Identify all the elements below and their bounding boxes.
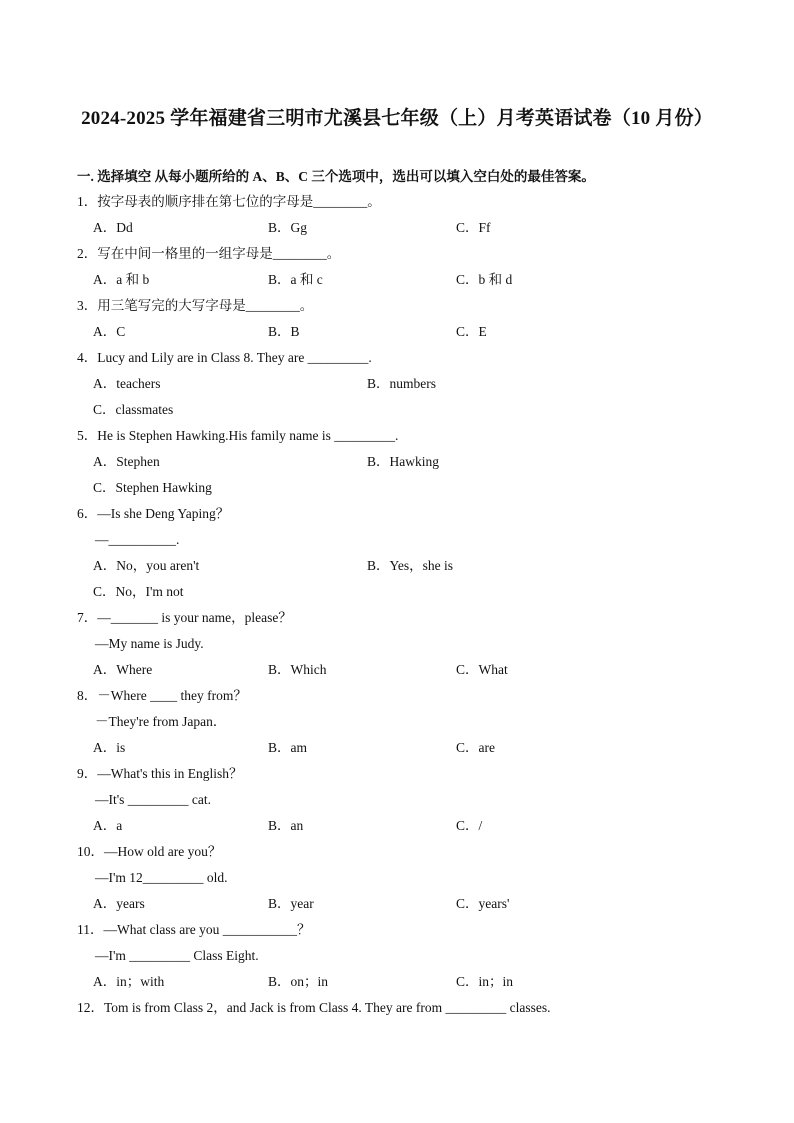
option[interactable]: B．Hawking [367,454,439,469]
option-row [75,579,775,605]
question-stem: 6．—Is she Deng Yaping？ [77,506,230,521]
question-item [75,189,775,241]
option[interactable]: B．B [268,324,300,339]
question-stem: 12．Tom is from Class 2，and Jack is from Class 4. They are from _________ classes. [77,1000,551,1015]
question-item [75,423,775,501]
question-dialogue-line: —I'm _________ Class Eight. [95,948,259,963]
question-stem: 10．—How old are you？ [77,844,222,859]
option-row [75,735,775,761]
option[interactable]: A．years [93,896,145,911]
option[interactable]: C．classmates [93,402,174,417]
option[interactable]: A．a 和 b [93,272,150,287]
option[interactable]: C．Stephen Hawking [93,480,212,495]
question-item [75,605,775,683]
option-row [75,657,775,683]
option[interactable]: B．numbers [367,376,436,391]
option[interactable]: B．an [268,818,304,833]
question-stem: 3．用三笔写完的大写字母是________。 [77,298,314,313]
option-row [75,215,775,241]
question-stem: 5．He is Stephen Hawking.His family name is _________. [77,428,399,443]
option[interactable]: B．a 和 c [268,272,323,287]
question-item [75,293,775,345]
question-item [75,995,775,1021]
option-row [75,371,775,397]
option[interactable]: A．No，you aren't [93,558,200,573]
option[interactable]: C．are [456,740,495,755]
question-stem: 9．—What's this in English？ [77,766,243,781]
question-item [75,345,775,423]
option[interactable]: B．Which [268,662,327,677]
option[interactable]: C．No，I'm not [93,584,184,599]
option[interactable]: B．am [268,740,307,755]
option[interactable]: B．Gg [268,220,308,235]
option[interactable]: A．teachers [93,376,161,391]
option[interactable]: C．What [456,662,508,677]
question-item [75,917,775,995]
question-item [75,761,775,839]
option[interactable]: A．is [93,740,126,755]
question-dialogue-line: —I'm 12_________ old. [95,870,228,885]
question-dialogue-line: —__________. [95,532,180,547]
page-title: 2024-2025 学年福建省三明市尤溪县七年级（上）月考英语试卷（10 月份） [81,108,713,129]
question-item [75,501,775,605]
option-row [75,553,775,579]
question-stem: 11．—What class are you ___________？ [77,922,311,937]
option[interactable]: C．Ff [456,220,491,235]
option[interactable]: C．years' [456,896,510,911]
question-dialogue-line: —It's _________ cat. [95,792,212,807]
option-row [75,891,775,917]
option[interactable]: B．Yes，she is [367,558,454,573]
option-row [75,969,775,995]
option[interactable]: B．on；in [268,974,329,989]
question-stem: 8．－Where ____ they from？ [77,688,247,703]
option[interactable]: C．/ [456,818,483,833]
option-row [75,319,775,345]
option[interactable]: A．Dd [93,220,133,235]
option[interactable]: A．Where [93,662,153,677]
question-stem: 1．按字母表的顺序排在第七位的字母是________。 [77,194,381,209]
option[interactable]: C．E [456,324,487,339]
question-stem: 4．Lucy and Lily are in Class 8. They are _________. [77,350,372,365]
option-row [75,813,775,839]
option[interactable]: A．in；with [93,974,165,989]
option[interactable]: C．in；in [456,974,514,989]
option[interactable]: A．a [93,818,123,833]
option-row [75,397,775,423]
option[interactable]: C．b 和 d [456,272,513,287]
question-list [75,189,775,1021]
option[interactable]: A．C [93,324,126,339]
option-row [75,267,775,293]
option[interactable]: B．year [268,896,314,911]
question-stem: 7．—_______ is your name，please？ [77,610,292,625]
option-row [75,475,775,501]
question-dialogue-line: －They're from Japan． [95,714,227,729]
question-stem: 2．写在中间一格里的一组字母是________。 [77,246,341,261]
option[interactable]: A．Stephen [93,454,160,469]
question-dialogue-line: —My name is Judy. [95,636,204,651]
question-item [75,241,775,293]
question-item [75,683,775,761]
question-item [75,839,775,917]
section-heading: 一. 选择填空 从每小题所给的 A、B、C 三个选项中，选出可以填入空白处的最佳答案。 [77,169,595,184]
option-row [75,449,775,475]
